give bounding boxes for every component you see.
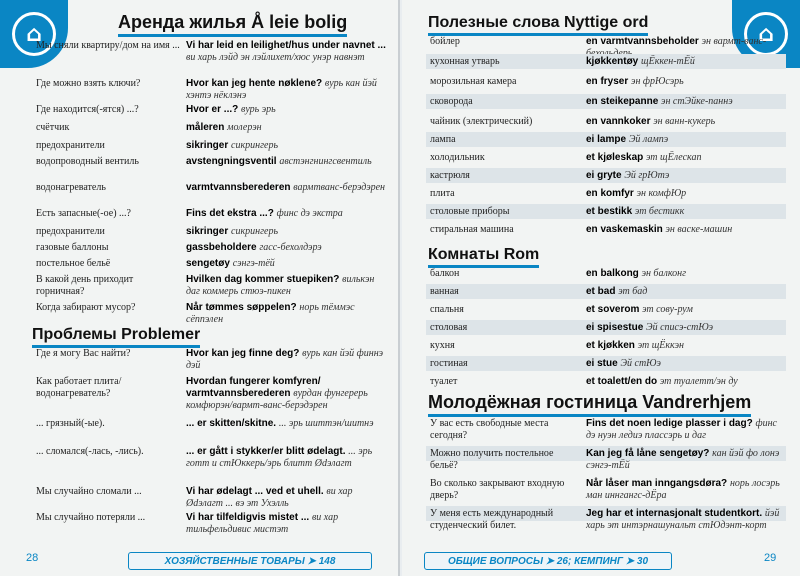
norwegian-text: Kan jeg få låne sengetøy?: [586, 448, 713, 459]
norwegian-text: Når låser man inngangsdøra?: [586, 478, 730, 489]
russian-phrase: постельное бельё: [36, 258, 111, 269]
transcription: эт бад: [618, 286, 648, 297]
norwegian-phrase: [186, 376, 386, 412]
russian-phrase: предохранители: [36, 226, 105, 237]
transcription: ... эрь готт и стЮккерь/эрь блитт Ødэлагт: [186, 446, 373, 469]
norwegian-phrase: [186, 512, 386, 536]
norwegian-text: Vi har ødelagt ... ved et uhell.: [186, 486, 327, 497]
russian-phrase: Во сколько закрывают входную дверь?: [430, 478, 565, 501]
norwegian-text: Hvordan fungerer komfyren/ varmtvannsberederen: [186, 376, 321, 399]
transcription: эн комфЮр: [636, 188, 687, 199]
transcription: эт сову-рум: [642, 304, 693, 315]
norwegian-phrase: [186, 418, 386, 430]
norwegian-text: et soverom: [586, 304, 643, 315]
norwegian-text: Hvor er ...?: [186, 104, 242, 115]
transcription: вурь кан йэй финнэ дэй: [186, 348, 384, 371]
russian-phrase: Как работает плита/ водонагреватель?: [36, 376, 122, 399]
norwegian-phrase: [586, 358, 786, 370]
norwegian-text: et kjøkken: [586, 340, 638, 351]
norwegian-text: avstengningsventil: [186, 156, 280, 167]
norwegian-phrase: [586, 188, 786, 200]
transcription: щЁккен-тЁй: [641, 56, 695, 67]
russian-phrase: предохранители: [36, 140, 105, 151]
russian-phrase: чайник (электрический): [430, 116, 533, 127]
norwegian-phrase: [586, 206, 786, 218]
norwegian-text: et toalett/en do: [586, 376, 660, 387]
russian-phrase: спальня: [430, 304, 464, 315]
transcription: финс дэ экстра: [276, 208, 343, 219]
norwegian-text: gassbeholdere: [186, 242, 260, 253]
norwegian-text: ei gryte: [586, 170, 625, 181]
transcription: эн стЭйке-паннэ: [661, 96, 733, 107]
norwegian-text: et bad: [586, 286, 619, 297]
section-title-hostel: Молодёжная гостиница Vandrerhjem: [428, 392, 751, 417]
norwegian-text: Hvilken dag kommer stuepiken?: [186, 274, 343, 285]
norwegian-phrase: [186, 208, 386, 220]
norwegian-text: sikringer: [186, 140, 232, 151]
cross-reference-footer-right[interactable]: ОБЩИЕ ВОПРОСЫ ➤ 26; КЕМПИНГ ➤ 30: [424, 552, 672, 570]
norwegian-phrase: [586, 286, 786, 298]
russian-phrase: столовые приборы: [430, 206, 510, 217]
russian-phrase: У вас есть свободные места сегодня?: [430, 418, 549, 441]
transcription: финс дэ нуэн ледиэ плассэрь и даг: [586, 418, 777, 441]
norwegian-text: sengetøy: [186, 258, 233, 269]
russian-phrase: Где можно взять ключи?: [36, 78, 141, 89]
norwegian-phrase: [186, 140, 386, 152]
transcription: эт щЁлескап: [646, 152, 702, 163]
norwegian-text: ei stue: [586, 358, 621, 369]
norwegian-text: Hvor kan jeg finne deg?: [186, 348, 303, 359]
cross-reference-footer-left[interactable]: ХОЗЯЙСТВЕННЫЕ ТОВАРЫ ➤ 148: [128, 552, 372, 570]
right-page: [402, 0, 800, 576]
norwegian-text: måleren: [186, 122, 228, 133]
hotel-bed-icon: ⌂: [0, 0, 68, 68]
norwegian-phrase: [586, 56, 786, 68]
norwegian-text: en varmtvannsbeholder: [586, 36, 702, 47]
russian-phrase: Мы случайно потеряли ...: [36, 512, 146, 523]
transcription: сикрингерь: [231, 226, 278, 237]
russian-phrase: В какой день приходит горничная?: [36, 274, 134, 297]
russian-phrase: кастрюля: [430, 170, 470, 181]
norwegian-text: en vaskemaskin: [586, 224, 666, 235]
transcription: вурь эрь: [241, 104, 276, 115]
norwegian-text: Hvor kan jeg hente nøklene?: [186, 78, 325, 89]
transcription: вурь кан йэй хэнтэ нёклэнэ: [186, 78, 377, 101]
norwegian-phrase: [586, 478, 786, 502]
norwegian-text: sikringer: [186, 226, 232, 237]
norwegian-text: varmtvannsberederen: [186, 182, 294, 193]
norwegian-phrase: [186, 104, 386, 116]
norwegian-phrase: [586, 224, 786, 236]
norwegian-text: en steikepanne: [586, 96, 662, 107]
transcription: эт бестикк: [634, 206, 685, 217]
norwegian-text: Når tømmes søppelen?: [186, 302, 300, 313]
russian-phrase: Есть запасные(-ое) ...?: [36, 208, 131, 219]
page-number-right: 29: [764, 552, 777, 564]
norwegian-text: Vi har tilfeldigvis mistet ...: [186, 512, 312, 523]
transcription: ви хар Ødэлагт ... вэ эт Ухэлль: [186, 486, 353, 509]
russian-phrase: туалет: [430, 376, 458, 387]
norwegian-phrase: [186, 40, 386, 64]
transcription: йэй харь эт интэрнашунальт стЮдэнт-корт: [586, 508, 780, 531]
russian-phrase: Мы сняли квартиру/дом на имя ...: [36, 40, 180, 51]
norwegian-text: ei spisestue: [586, 322, 647, 333]
norwegian-phrase: [186, 242, 386, 254]
transcription: молерэн: [227, 122, 262, 133]
transcription: эн балконг: [641, 268, 686, 279]
russian-phrase: кухня: [430, 340, 455, 351]
russian-phrase: плита: [430, 188, 455, 199]
transcription: Эй грЮтэ: [624, 170, 670, 181]
section-title-problems: Проблемы Problemer: [32, 326, 200, 348]
norwegian-text: ei lampe: [586, 134, 629, 145]
norwegian-phrase: [586, 152, 786, 164]
russian-phrase: ванная: [430, 286, 459, 297]
norwegian-text: kjøkkentøy: [586, 56, 642, 67]
norwegian-phrase: [186, 122, 386, 134]
russian-phrase: Когда забирают мусор?: [36, 302, 136, 313]
russian-phrase: водонагреватель: [36, 182, 106, 193]
norwegian-phrase: [586, 170, 786, 182]
transcription: эн ванн-кукерь: [653, 116, 716, 127]
norwegian-phrase: [586, 76, 786, 88]
norwegian-phrase: [586, 96, 786, 108]
norwegian-phrase: [186, 274, 386, 298]
transcription: вилькэн даг коммерь стюэ-пикен: [186, 274, 375, 297]
norwegian-text: et bestikk: [586, 206, 635, 217]
page-number-left: 28: [26, 552, 39, 564]
transcription: гасс-бехолдэрэ: [259, 242, 322, 253]
norwegian-phrase: [586, 448, 786, 472]
russian-phrase: У меня есть международный студенческий билет.: [430, 508, 554, 531]
norwegian-phrase: [186, 226, 386, 238]
russian-phrase: водопроводный вентиль: [36, 156, 139, 167]
norwegian-phrase: [586, 304, 786, 316]
transcription: эн фрЮсэрь: [631, 76, 684, 87]
transcription: эт щЁккэн: [637, 340, 684, 351]
transcription: ... эрь шиттэн/шитнэ: [278, 418, 374, 429]
russian-phrase: счётчик: [36, 122, 70, 133]
norwegian-phrase: [586, 322, 786, 334]
russian-phrase: гостиная: [430, 358, 468, 369]
norwegian-text: en vannkoker: [586, 116, 654, 127]
russian-phrase: стиральная машина: [430, 224, 514, 235]
transcription: норь тёммэс сёппэлен: [186, 302, 355, 325]
norwegian-phrase: [186, 182, 386, 194]
russian-phrase: сковорода: [430, 96, 473, 107]
norwegian-phrase: [186, 302, 386, 326]
transcription: Эй списэ-стЮэ: [646, 322, 714, 333]
norwegian-phrase: [586, 418, 786, 442]
transcription: эн вармт-ванс-: [701, 36, 767, 47]
norwegian-text: en balkong: [586, 268, 642, 279]
norwegian-text: Fins det ekstra ...?: [186, 208, 277, 219]
russian-phrase: лампа: [430, 134, 456, 145]
transcription: эн васке-машин: [665, 224, 733, 235]
russian-phrase: Можно получить постельное бельё?: [430, 448, 554, 471]
transcription: ви хар тильфельдивис мистэт: [186, 512, 339, 535]
norwegian-text: Fins det noen ledige plasser i dag?: [586, 418, 756, 429]
transcription: вурдан фунгерерь комфюрэн/вармт-ванс-берэдэрен: [186, 388, 368, 411]
transcription: сэнгэ-тёй: [232, 258, 275, 269]
russian-phrase: балкон: [430, 268, 460, 279]
norwegian-phrase: [186, 486, 386, 510]
norwegian-text: en fryser: [586, 76, 632, 87]
transcription: ви харь лэйд эн лэйлихет/хюс унэр навнэт: [186, 52, 365, 63]
russian-phrase: Мы случайно сломали ...: [36, 486, 142, 497]
russian-phrase: ... грязный(-ые).: [36, 418, 105, 429]
transcription: Эй лампэ: [628, 134, 669, 145]
norwegian-phrase: [586, 376, 786, 388]
norwegian-text: ... er skitten/skitne.: [186, 418, 279, 429]
norwegian-phrase: [586, 508, 786, 532]
norwegian-phrase: [186, 78, 386, 102]
norwegian-phrase: [186, 156, 386, 168]
norwegian-text: ... er gått i stykker/er blitt ødelagt.: [186, 446, 349, 457]
russian-phrase: газовые баллоны: [36, 242, 109, 253]
section-title-rooms: Комнаты Rom: [428, 246, 539, 268]
section-title-renting: Аренда жилья Å leie bolig: [118, 12, 347, 37]
russian-phrase: холодильник: [430, 152, 485, 163]
russian-phrase: морозильная камера: [430, 76, 517, 87]
norwegian-phrase: [186, 258, 386, 270]
russian-phrase: кухонная утварь: [430, 56, 500, 67]
norwegian-phrase: [586, 134, 786, 146]
norwegian-phrase: [586, 268, 786, 280]
transcription: вармтванс-берэдэрен: [293, 182, 386, 193]
norwegian-text: Jeg har et internasjonalt studentkort.: [586, 508, 765, 519]
russian-phrase: бойлер: [430, 36, 460, 47]
russian-phrase: столовая: [430, 322, 468, 333]
transcription: австэнгнингсвентиль: [279, 156, 372, 167]
section-title-useful-words: Полезные слова Nyttige ord: [428, 14, 648, 36]
norwegian-text: en komfyr: [586, 188, 637, 199]
transcription: эт туалетт/эн ду: [659, 376, 738, 387]
transcription: норь лосэрь ман иннгангс-дЁра: [586, 478, 780, 501]
russian-phrase: ... сломался(-лась, -лись).: [36, 446, 144, 457]
russian-phrase: Где находится(-ятся) ...?: [36, 104, 139, 115]
transcription: Эй стЮэ: [620, 358, 661, 369]
russian-phrase: Где я могу Вас найти?: [36, 348, 131, 359]
norwegian-text: Vi har leid en leilighet/hus under navnet ...: [186, 40, 386, 51]
norwegian-phrase: [186, 348, 386, 372]
norwegian-phrase: [586, 340, 786, 352]
transcription: сикрингерь: [231, 140, 278, 151]
norwegian-text: et kjøleskap: [586, 152, 647, 163]
norwegian-phrase: [586, 116, 786, 128]
transcription: кан йэй фо лонэ сэнгэ-тЁй: [586, 448, 780, 471]
norwegian-phrase: [186, 446, 386, 470]
hotel-bed-icon: ⌂: [732, 0, 800, 68]
